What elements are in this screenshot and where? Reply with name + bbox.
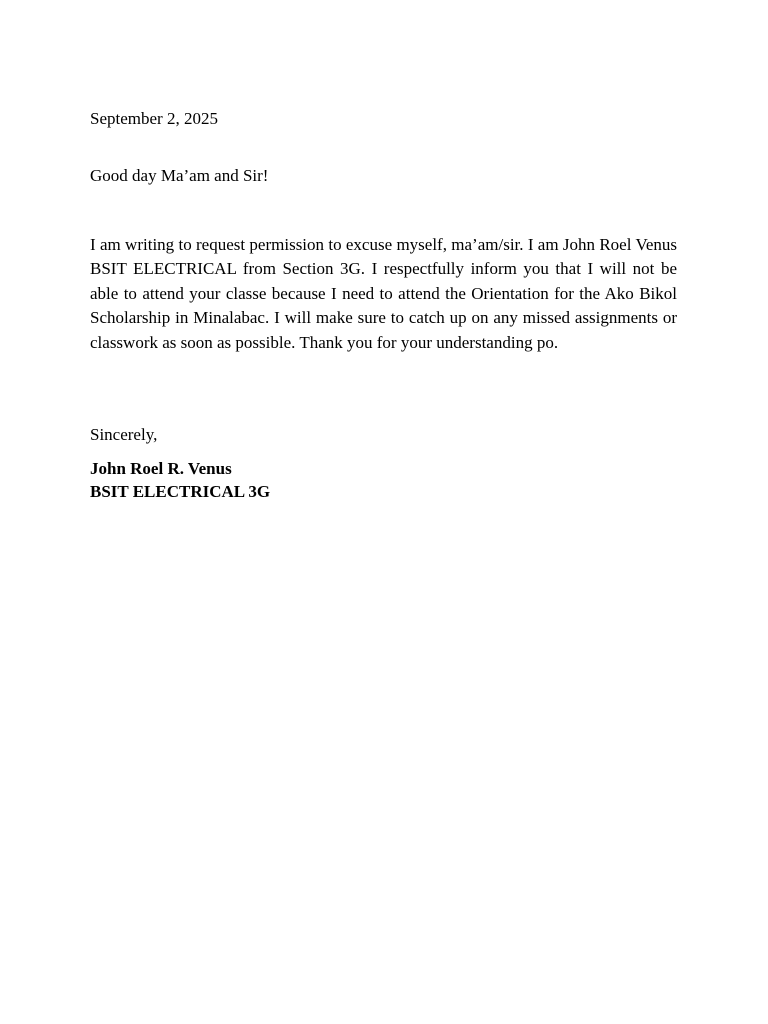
letter-greeting: Good day Ma’am and Sir! bbox=[90, 166, 269, 185]
signature-name: John Roel R. Venus bbox=[90, 459, 232, 478]
signature-section: BSIT ELECTRICAL 3G bbox=[90, 482, 271, 501]
letter-body: I am writing to request permission to excuse myself, ma’am/sir. I am John Roel Venus BSIT ELECTRICAL from Section 3G. I respectfully inform you that I will not be able to attend your classe because I need to attend the Orientation for the Ako Bikol Scholarship in Minalabac. I will make sure to catch up on any missed assignments or classwork as soon as possible. Thank you for your understanding po. bbox=[90, 235, 677, 352]
letter-date: September 2, 2025 bbox=[90, 109, 218, 128]
letter-closing: Sincerely, bbox=[90, 425, 158, 444]
